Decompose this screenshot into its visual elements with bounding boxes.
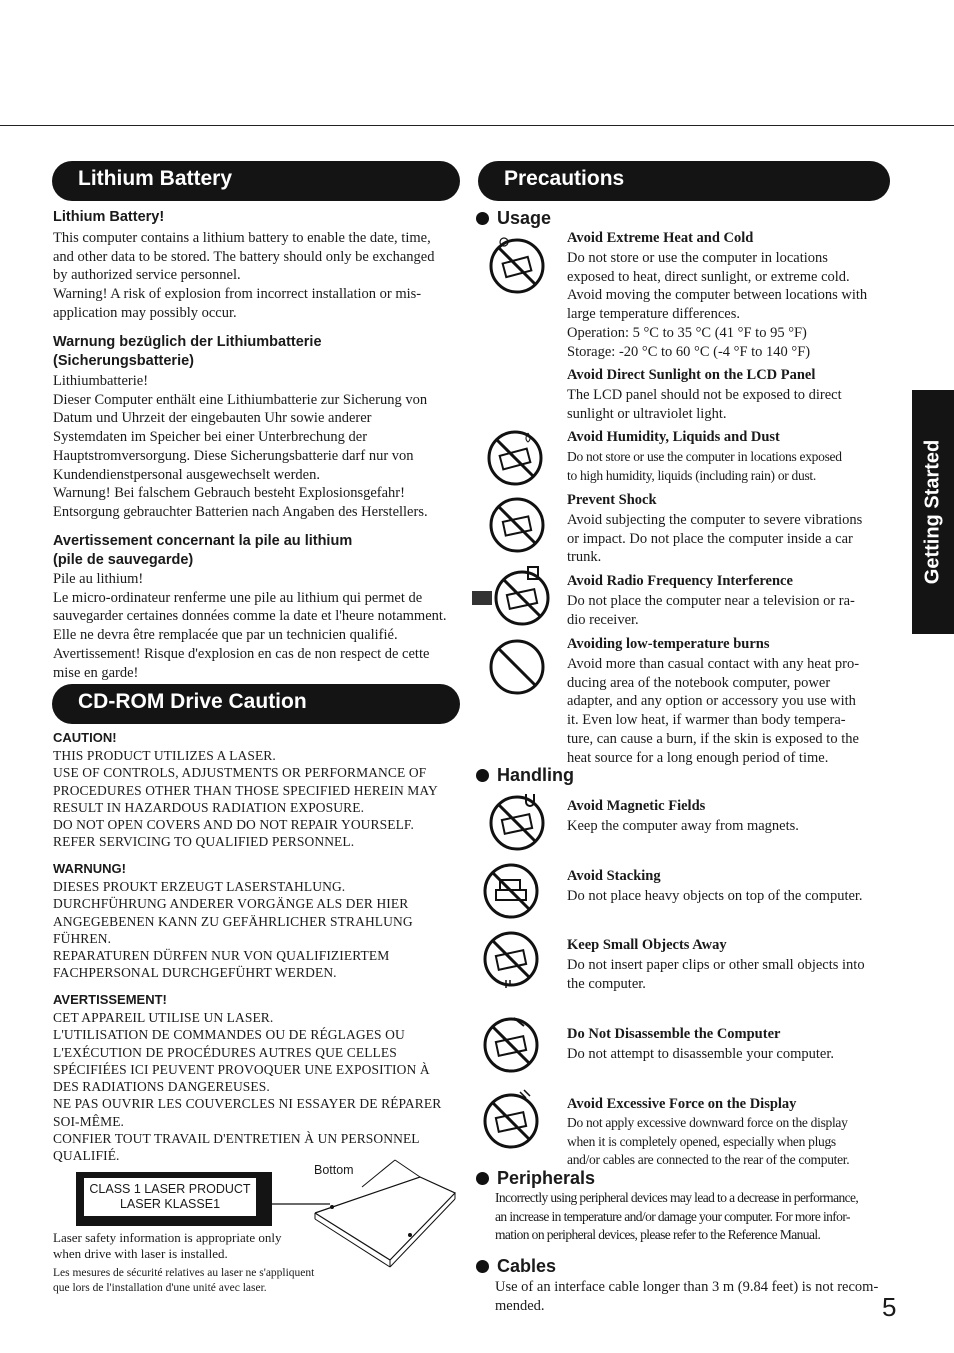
usage-item-title: Avoid Extreme Heat and Cold	[567, 230, 754, 246]
lithium-fr-text: Pile au lithium! Le micro-ordinateur renferme une pile au lithium qui permet de sauvegarder certaines données comme la date et l'heure notamment. Elle ne devra être remplacée que par un technicien qualifié. Avertissement! Risque d'explosion en cas de non respect de cette mise en garde!	[53, 571, 447, 681]
precautions-banner	[478, 161, 890, 201]
handling-item-text: Do not attempt to disassemble your computer.	[567, 1046, 834, 1062]
laser-label-line2: LASER KLASSE1	[119, 1197, 221, 1211]
cables-text: Use of an interface cable longer than 3 m (9.84 feet) is not recom- mended.	[495, 1279, 879, 1314]
display-force-prohibited-icon	[480, 1088, 542, 1150]
handling-item-title: Avoid Stacking	[567, 868, 661, 884]
lithium-de-text: Lithiumbatterie! Dieser Computer enthält eine Lithiumbatterie zur Sicherung von Datum und Uhrzeit der eingebauten Uhr sowie anderer Systemdaten im Speicher bei einer Unterbrechung der Hauptstromversorgung. Diese Sicherungsbatterie darf nur von Kundendienstpersonal ausgewechselt werden. Warnung! Bei falschem Gebrauch besteht Explosionsgefahr! Entsorgung gebrauchter Batterien nach Angaben des Herstellers.	[53, 373, 428, 520]
caution-text: THIS PRODUCT UTILIZES A LASER. USE OF CONTROLS, ADJUSTMENTS OR PERFORMANCE OF PROCEDURES OTHER THAN THOSE SPECIFIED HEREIN MAY RESULT IN HAZARDOUS RADIATION EXPOSURE. DO NOT OPEN COVERS AND DO NOT REPAIR YOURSELF. REFER SERVICING TO QUALIFIED PERSONNEL.	[53, 748, 438, 850]
lithium-en-heading: Lithium Battery!	[53, 209, 165, 225]
usage-heading: Usage	[476, 208, 551, 229]
banner-title: CD-ROM Drive Caution	[78, 690, 307, 713]
usage-item-text: Do not place the computer near a television or ra- dio receiver.	[567, 593, 855, 628]
prohibited-icon	[486, 634, 548, 696]
handling-item-title: Keep Small Objects Away	[567, 937, 727, 953]
handling-item-text: Do not place heavy objects on top of the computer.	[567, 888, 863, 904]
lithium-battery-banner	[52, 161, 460, 201]
peripherals-text: Incorrectly using peripheral devices may lead to a decrease in performance, an increase in temperature and/or damage your computer. For more infor- mation on peripheral devices, please refer to the Reference Manual.	[495, 1190, 859, 1242]
laser-note-en: Laser safety information is appropriate only when drive with laser is installed.	[53, 1230, 282, 1261]
usage-item-title: Avoiding low-temperature burns	[567, 636, 770, 652]
lithium-fr-heading: Avertissement concernant la pile au lithium (pile de sauvegarde)	[53, 533, 353, 568]
stacking-prohibited-icon	[480, 858, 542, 920]
warnung-heading: WARNUNG!	[53, 861, 126, 876]
avertissement-heading: AVERTISSEMENT!	[53, 992, 167, 1007]
usage-item-text: Avoid more than casual contact with any heat pro- ducing area of the notebook computer, power adapter, and any option or accessory you use with it. Even low heat, if warmer than body tempera- ture, can cause a burn, if the skin is exposed to the heat source for a long enough period of time.	[567, 656, 860, 766]
side-tab-label: Getting Started	[921, 439, 944, 585]
handling-item-text: Do not apply excessive downward force on the display when it is completely opened, especially when plugs and/or cables are connected to the rear of the computer.	[567, 1115, 850, 1167]
usage-item-text: Do not store or use the computer in locations exposed to heat, direct sunlight, or extreme cold. Avoid moving the computer between locations with large temperature differences. Operation: 5 °C to 35 °C (41 °F to 95 °F) Storage: -20 °C to 60 °C (-4 °F to 140 °F)	[567, 250, 868, 360]
usage-item-title: Avoid Humidity, Liquids and Dust	[567, 429, 780, 445]
usage-item-text: Do not store or use the computer in locations exposed to high humidity, liquids (including rain) or dust.	[567, 449, 842, 483]
peripherals-heading: Peripherals	[476, 1168, 595, 1189]
banner-title: Lithium Battery	[78, 167, 233, 190]
handling-item-text: Keep the computer away from magnets.	[567, 818, 799, 834]
laser-label-line1: CLASS 1 LASER PRODUCT	[89, 1182, 251, 1196]
heat-cold-prohibited-icon	[486, 232, 548, 294]
disassemble-prohibited-icon	[480, 1012, 542, 1074]
laser-note-fr: Les mesures de sécurité relatives au laser ne s'appliquent que lors de l'installation d'une unité avec laser.	[53, 1267, 315, 1294]
usage-item-text: Avoid subjecting the computer to severe vibrations or impact. Do not place the computer inside a car trunk.	[567, 512, 863, 566]
bottom-label: Bottom	[314, 1163, 354, 1177]
usage-item-title: Prevent Shock	[567, 492, 657, 508]
shock-prohibited-icon	[486, 492, 548, 554]
small-objects-prohibited-icon	[480, 928, 542, 990]
usage-item-title: Avoid Direct Sunlight on the LCD Panel	[567, 367, 816, 383]
usage-item-text: The LCD panel should not be exposed to direct sunlight or ultraviolet light.	[567, 387, 842, 422]
banner-title: Precautions	[504, 167, 625, 190]
lithium-en-text: This computer contains a lithium battery to enable the date, time, and other data to be stored. The battery should only be exchanged by authorized service personnel. Warning! A risk of explosion from incorrect installation or mis- application may possibly occur.	[53, 230, 435, 321]
handling-item-title: Do Not Disassemble the Computer	[567, 1026, 781, 1042]
usage-item-title: Avoid Radio Frequency Interference	[567, 573, 793, 589]
laser-product-label	[76, 1172, 272, 1226]
liquids-prohibited-icon	[484, 425, 546, 487]
cables-heading: Cables	[476, 1256, 556, 1277]
cdrom-caution-banner	[52, 684, 460, 724]
getting-started-tab	[912, 390, 954, 634]
lithium-de-heading: Warnung bezüglich der Lithiumbatterie (Sicherungsbatterie)	[53, 334, 322, 369]
magnet-prohibited-icon	[486, 790, 548, 852]
warnung-text: DIESES PROUKT ERZEUGT LASERSTAHLUNG. DURCHFÜHRUNG ANDERER VORGÄNGE ALS DER HIER ANGEGEBENEN KANN ZU GEFÄHRLICHER STRAHLUNG FÜHREN. REPARATUREN DÜRFEN NUR VON QUALIFIZIERTEM FACHPERSONAL DURCHGEFÜHRT WERDEN.	[53, 879, 413, 981]
caution-heading: CAUTION!	[53, 730, 117, 745]
handling-item-title: Avoid Magnetic Fields	[567, 798, 706, 814]
top-rule	[0, 125, 954, 126]
handling-heading: Handling	[476, 765, 574, 786]
avertissement-text: CET APPAREIL UTILISE UN LASER. L'UTILISATION DE COMMANDES OU DE RÉGLAGES OU L'EXÉCUTION DE PROCÉDURES AUTRES QUE CELLES SPÉCIFIÉES ICI PEUVENT PROVOQUER UNE EXPOSITION À DES RADIATIONS DANGEREUSES. NE PAS OUVRIR LES COUVERCLES NI ESSAYER DE RÉPARER SOI-MÊME. CONFIER TOUT TRAVAIL D'ENTRETIEN À UN PERSONNEL QUALIFIÉ.	[53, 1010, 442, 1164]
radio-interference-prohibited-icon	[470, 565, 554, 627]
page-number: 5	[882, 1292, 897, 1322]
handling-item-title: Avoid Excessive Force on the Display	[567, 1096, 797, 1112]
handling-item-text: Do not insert paper clips or other small objects into the computer.	[567, 957, 865, 992]
